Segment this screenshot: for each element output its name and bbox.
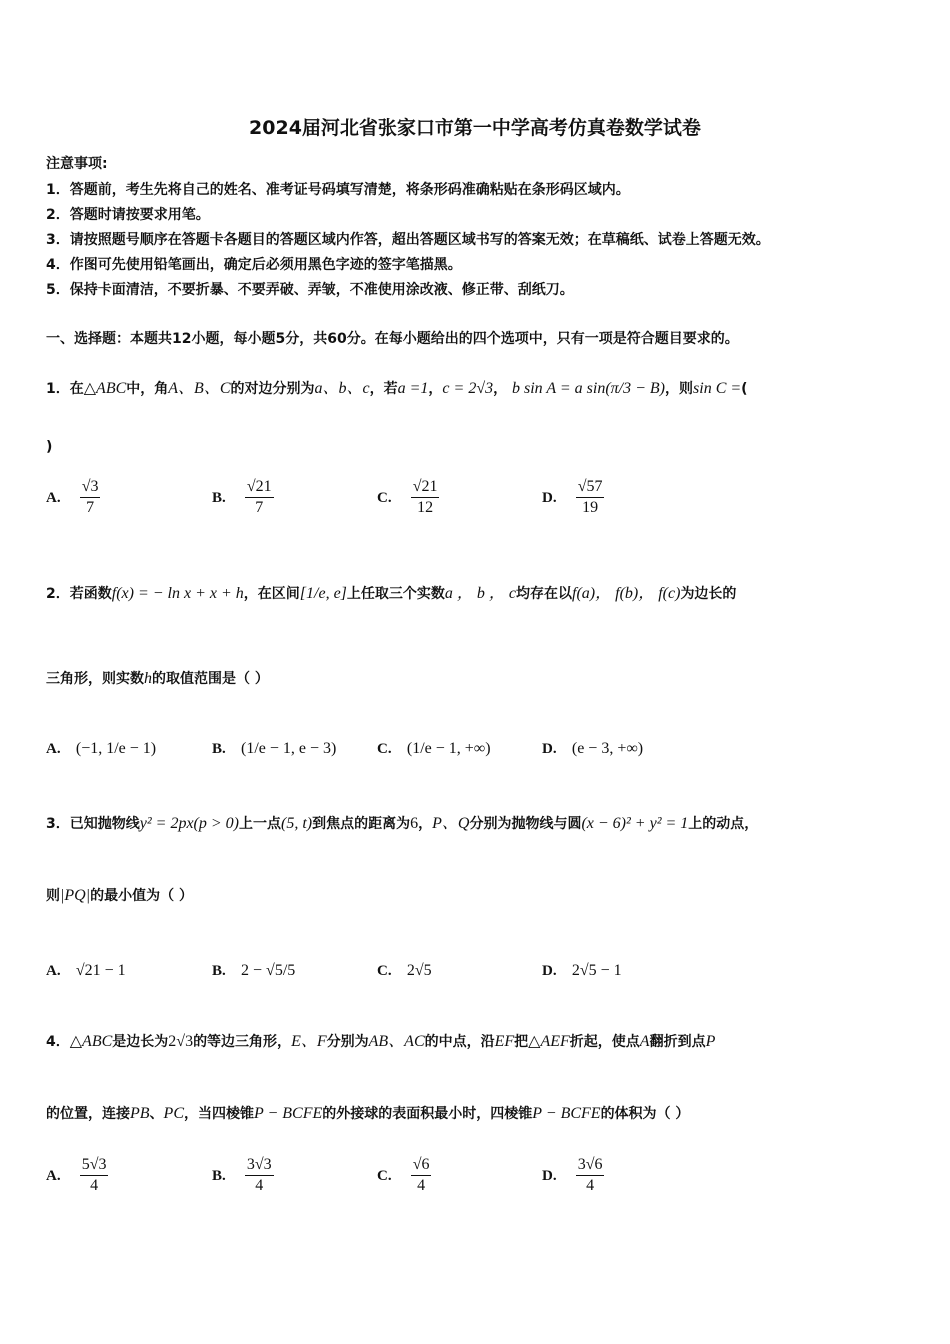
question-2-line2: 三角形，则实数h的取值范围是（ ） <box>46 670 269 687</box>
q2-option-b[interactable]: B. (1/e − 1, e − 3) <box>212 740 337 757</box>
q1-option-b[interactable]: B. $\frac{√21}{7}$ <box>212 478 272 516</box>
q1-option-a[interactable]: A. $\frac{√3}{7}$ <box>46 478 99 516</box>
q4-option-c[interactable]: C. $\frac{√6}{4}$ <box>377 1156 430 1194</box>
math-equation: b sin A = a sin(π/3 − B) <box>511 380 666 397</box>
q4-option-d[interactable]: D. $\frac{3√6}{4}$ <box>542 1156 603 1194</box>
q3-option-c[interactable]: C. 2√5 <box>377 962 432 979</box>
section-heading: 一、选择题：本题共12小题，每小题5分，共60分。在每小题给出的四个选项中，只有一项是符合题目要求的。 <box>46 331 739 347</box>
q3-option-b[interactable]: B. 2 − √5/5 <box>212 962 296 979</box>
q4-option-a[interactable]: A. $\frac{5√3}{4}$ <box>46 1156 107 1194</box>
q4-option-b[interactable]: B. $\frac{3√3}{4}$ <box>212 1156 272 1194</box>
question-3-line2: 则|PQ|的最小值为（ ） <box>46 887 193 904</box>
q3-option-a[interactable]: A. √21 − 1 <box>46 962 126 979</box>
question-1-paren: ) <box>46 439 53 455</box>
q3-option-d[interactable]: D. 2√5 − 1 <box>542 962 622 979</box>
question-1-stem: 1．在△ABC中，角A、B、C的对边分别为a、b、c，若a =1，c = 2√3， b sin A = a sin(π/3 − B)，则sin C =( <box>46 380 748 397</box>
notice-item-1: 1．答题前，考生先将自己的姓名、准考证号码填写清楚，将条形码准确粘贴在条形码区域内。 <box>46 182 630 198</box>
notice-item-5: 5．保持卡面清洁，不要折暴、不要弄破、弄皱，不准使用涂改液、修正带、刮纸刀。 <box>46 282 574 298</box>
q2-option-d[interactable]: D. (e − 3, +∞) <box>542 740 644 757</box>
q1-option-c[interactable]: C. $\frac{√21}{12}$ <box>377 478 438 516</box>
question-3-stem: 3．已知抛物线y² = 2px(p > 0)上一点(5, t)到焦点的距离为6，P、Q分别为抛物线与圆(x − 6)² + y² = 1上的动点， <box>46 815 759 832</box>
notice-heading: 注意事项: <box>46 156 108 172</box>
notice-item-3: 3．请按照题号顺序在答题卡各题目的答题区域内作答，超出答题区域书写的答案无效；在草稿纸、试卷上答题无效。 <box>46 232 770 248</box>
question-2-stem: 2．若函数f(x) = − ln x + x + h，在区间[1/e, e]上任取三个实数a ， b ， c均存在以f(a)， f(b)， f(c)为边长的 <box>46 585 737 602</box>
q2-option-a[interactable]: A. (−1, 1/e − 1) <box>46 740 157 757</box>
notice-item-2: 2．答题时请按要求用笔。 <box>46 207 210 223</box>
question-4-stem: 4．△ABC是边长为2√3的等边三角形，E、F分别为AB、AC的中点，沿EF把△AEF折起，使点A翻折到点P <box>46 1033 716 1050</box>
notice-item-4: 4．作图可先使用铅笔画出，确定后必须用黑色字迹的签字笔描黑。 <box>46 257 462 273</box>
q2-option-c[interactable]: C. (1/e − 1, +∞) <box>377 740 491 757</box>
math-triangle: △ABC <box>83 380 127 397</box>
math-interval: [1/e, e] <box>299 585 347 602</box>
q1-option-d[interactable]: D. $\frac{√57}{19}$ <box>542 478 603 516</box>
question-4-line2: 的位置，连接PB、PC，当四棱锥P − BCFE的外接球的表面积最小时，四棱锥P − BCFE的体积为（ ） <box>46 1105 690 1122</box>
page-title: 2024届河北省张家口市第一中学高考仿真卷数学试卷 <box>249 117 701 139</box>
